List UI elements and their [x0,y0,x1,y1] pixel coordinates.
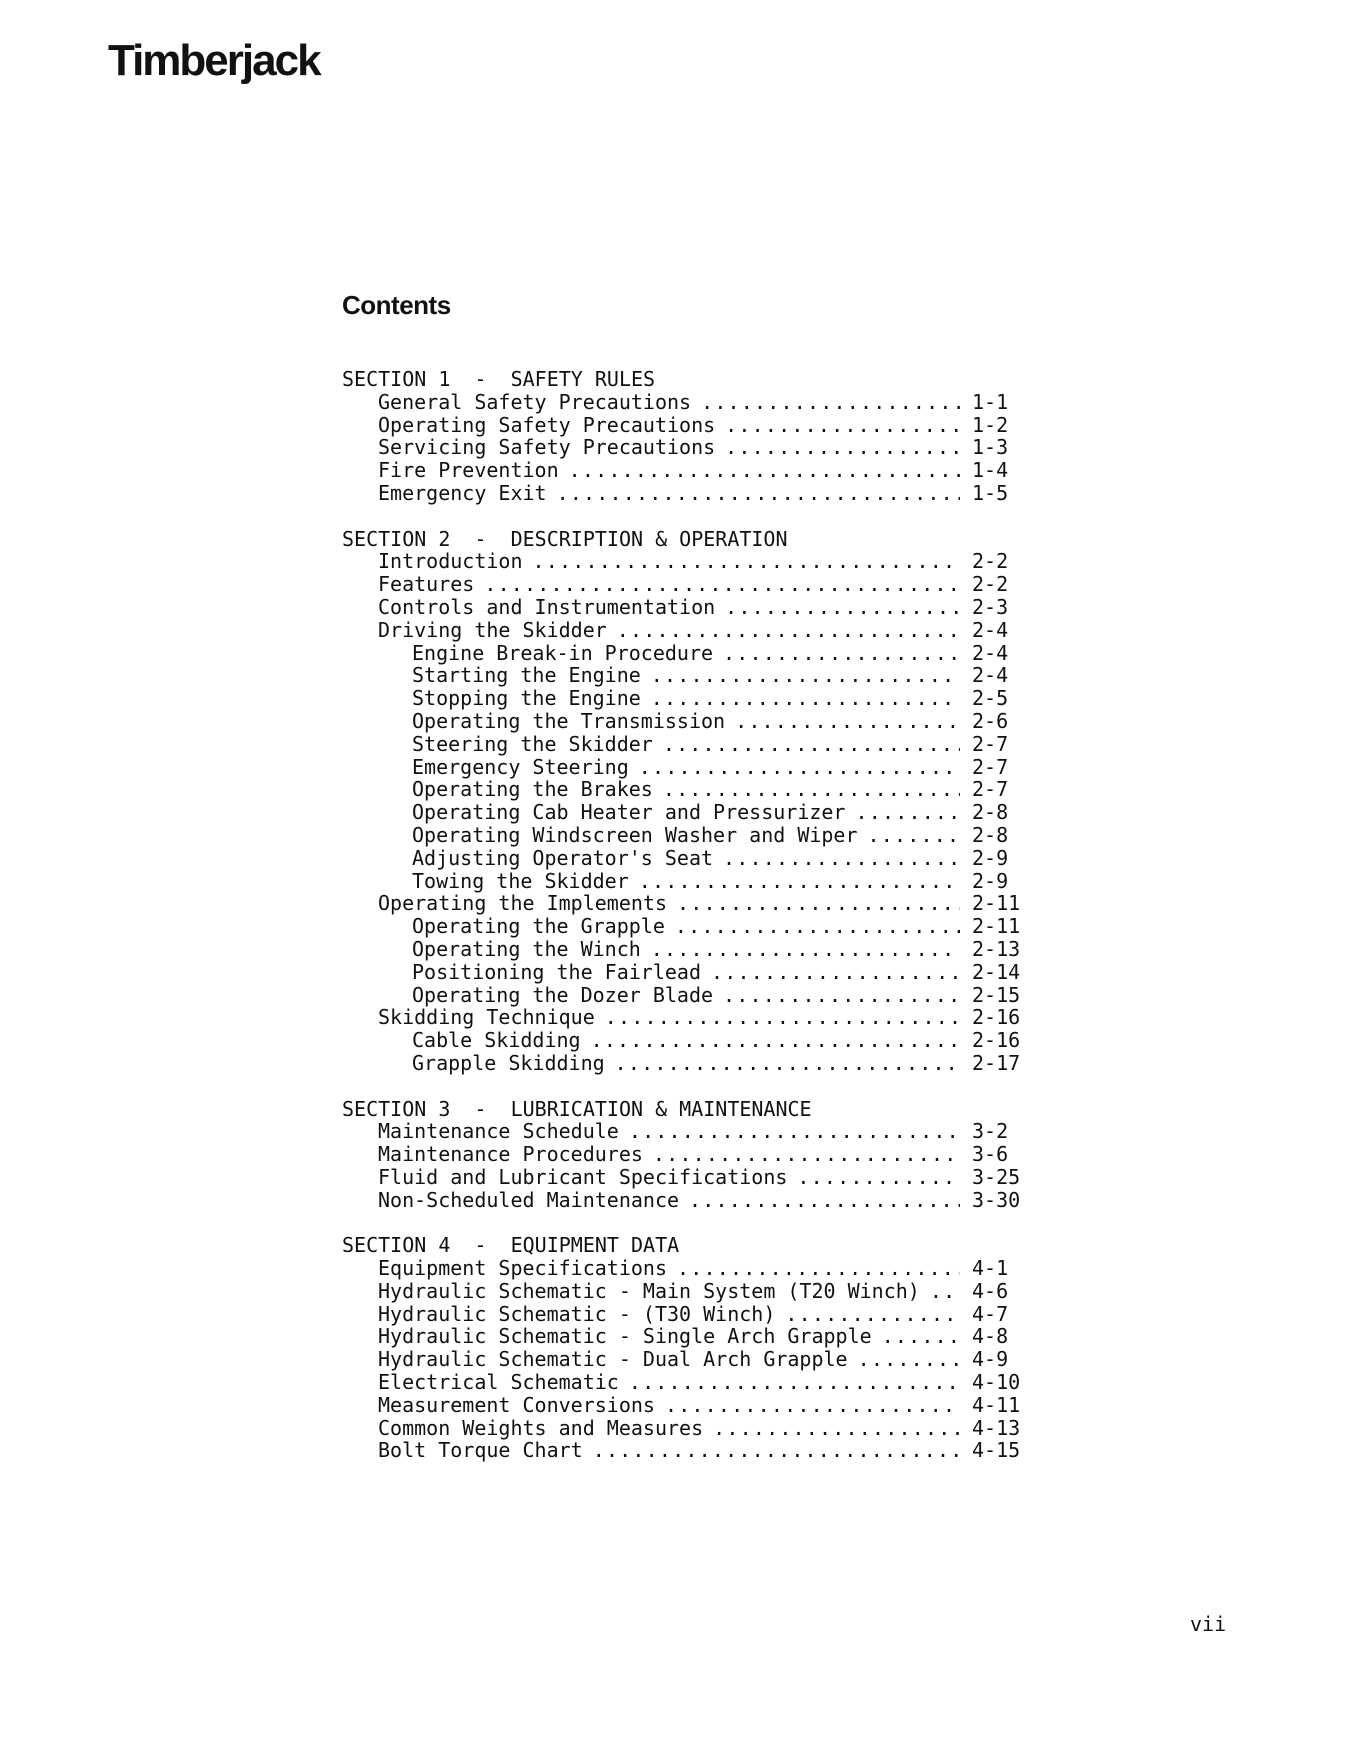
dot-leader [651,687,960,710]
section-heading: SECTION 2 - DESCRIPTION & OPERATION [342,526,788,551]
toc-entry-page: 2-8 [972,822,1009,847]
toc-entry-title: Operating Safety Precautions [378,412,716,437]
toc-entry-page: 2-15 [972,982,1021,1007]
toc-entry-title: Steering the Skidder [412,731,653,756]
brand-logo-text: Timberjack [108,36,320,85]
toc-entry-title: Features [378,572,475,597]
dot-leader [651,938,960,961]
toc-entry-title: Operating the Brakes [412,777,653,802]
toc-entry-title: Hydraulic Schematic - Dual Arch Grapple [378,1347,848,1372]
toc-entry-page: 2-3 [972,594,1009,619]
toc-entry-title: Electrical Schematic [378,1370,619,1395]
dot-leader [868,824,960,847]
toc-entry-page: 4-6 [972,1278,1009,1303]
section-heading: SECTION 1 - SAFETY RULES [342,367,656,391]
toc-entry-title: Driving the Skidder [378,617,607,642]
toc-section [342,1098,1032,1212]
dot-leader [677,892,960,915]
section-heading: SECTION 3 - LUBRICATION & MAINTENANCE [342,1096,812,1121]
dot-leader [855,801,960,824]
toc-entry-page: 2-11 [972,914,1021,939]
dot-leader [605,1006,960,1029]
toc-entry-title: Controls and Instrumentation [378,594,716,619]
toc-entry-title: Operating the Implements [378,891,667,916]
toc-entry-page: 2-7 [972,754,1009,779]
toc-entry-title: Hydraulic Schematic - Single Arch Grapple [378,1324,872,1349]
dot-leader [735,710,960,733]
dot-leader [701,391,960,414]
toc-entry-page: 2-17 [972,1050,1021,1075]
toc-entry-title: Emergency Steering [412,754,629,779]
section-heading: SECTION 4 - EQUIPMENT DATA [342,1233,680,1258]
toc-entry-title: Skidding Technique [378,1005,595,1030]
dot-leader [725,414,960,437]
dot-leader [629,1120,960,1143]
toc-entry-page: 2-7 [972,731,1009,756]
toc-entry-page: 2-4 [972,663,1009,688]
toc-entry-page: 1-2 [972,412,1009,437]
toc-entry-page: 3-2 [972,1119,1009,1144]
toc-entry-page: 2-13 [972,936,1021,961]
toc-entry [342,870,1032,893]
toc-entry-page: 4-15 [972,1438,1021,1463]
toc-entry-title: Adjusting Operator's Seat [412,845,714,870]
dot-leader [665,1394,960,1417]
toc-entry-page: 2-9 [972,845,1009,870]
toc-entry-title: Positioning the Fairlead [412,959,701,984]
toc-entry-title: Operating the Transmission [412,708,726,733]
table-of-contents [342,368,1032,1485]
toc-entry-page: 3-30 [972,1187,1021,1212]
toc-entry [342,391,1032,414]
toc-section [342,368,1032,505]
toc-entry [342,801,1032,824]
toc-entry-title: Maintenance Procedures [378,1142,643,1167]
toc-entry [342,482,1032,505]
dot-leader [858,1348,960,1371]
toc-entry-page: 2-7 [972,777,1009,802]
dot-leader [651,664,960,687]
toc-entry [342,1439,1032,1462]
toc-entry [342,1029,1032,1052]
toc-section [342,528,1032,1075]
toc-entry-page: 2-2 [972,549,1009,574]
toc-entry [342,1166,1032,1189]
dot-leader [675,915,960,938]
dot-leader [615,1052,960,1075]
dot-leader [725,436,960,459]
toc-entry-title: Fire Prevention [378,458,559,483]
toc-entry-title: Towing the Skidder [412,868,629,893]
dot-leader [653,1143,960,1166]
toc-entry-title: Maintenance Schedule [378,1119,619,1144]
toc-entry-page: 4-10 [972,1370,1021,1395]
toc-entry-page: 2-9 [972,868,1009,893]
toc-entry [342,778,1032,801]
toc-entry-page: 4-11 [972,1392,1021,1417]
toc-entry-page: 2-6 [972,708,1009,733]
toc-entry-title: Operating the Winch [412,936,641,961]
toc-entry [342,1006,1032,1029]
contents-heading: Contents [342,290,451,320]
toc-entry-title: Emergency Exit [378,480,547,505]
toc-entry-title: Operating the Grapple [412,914,665,939]
toc-entry [342,1303,1032,1326]
toc-entry [342,642,1032,665]
toc-entry [342,550,1032,573]
toc-entry [342,1189,1032,1212]
toc-entry-title: Engine Break-in Procedure [412,640,714,665]
toc-entry-page: 4-1 [972,1256,1009,1281]
toc-entry-title: Cable Skidding [412,1028,581,1053]
toc-entry-page: 4-8 [972,1324,1009,1349]
toc-entry [342,1257,1032,1280]
toc-entry [342,984,1032,1007]
dot-leader [723,642,960,665]
toc-entry-page: 2-8 [972,800,1009,825]
toc-entry [342,459,1032,482]
toc-entry-page: 4-7 [972,1301,1009,1326]
toc-entry [342,938,1032,961]
toc-entry [342,756,1032,779]
toc-entry-title: Measurement Conversions [378,1392,655,1417]
toc-entry-title: Servicing Safety Precautions [378,435,716,460]
toc-entry-page: 2-14 [972,959,1021,984]
toc-entry [342,687,1032,710]
toc-entry-title: Stopping the Engine [412,686,641,711]
toc-entry [342,619,1032,642]
dot-leader [593,1439,960,1462]
toc-entry [342,1325,1032,1348]
toc-entry [342,596,1032,619]
dot-leader [711,961,960,984]
toc-entry [342,847,1032,870]
toc-entry [342,892,1032,915]
dot-leader [930,1280,960,1303]
toc-entry-title: Introduction [378,549,523,574]
dot-leader [639,756,960,779]
dot-leader [569,459,960,482]
dot-leader [785,1303,960,1326]
toc-entry-page: 2-16 [972,1028,1021,1053]
toc-entry-page: 2-11 [972,891,1021,916]
toc-entry [342,664,1032,687]
toc-entry-title: Grapple Skidding [412,1050,605,1075]
toc-entry-page: 3-6 [972,1142,1009,1167]
toc-entry [342,1371,1032,1394]
toc-entry-page: 2-4 [972,640,1009,665]
toc-entry-title: Common Weights and Measures [378,1415,704,1440]
toc-entry [342,915,1032,938]
dot-leader [689,1189,960,1212]
toc-entry-page: 4-13 [972,1415,1021,1440]
toc-entry-page: 3-25 [972,1164,1021,1189]
dot-leader [639,870,960,893]
dot-leader [484,573,960,596]
toc-entry-title: Operating Cab Heater and Pressurizer [412,800,846,825]
dot-leader [723,847,960,870]
toc-entry-page: 1-1 [972,389,1009,414]
dot-leader [723,984,960,1007]
toc-entry [342,1143,1032,1166]
toc-entry-title: Equipment Specifications [378,1256,667,1281]
dot-leader [882,1325,960,1348]
dot-leader [663,733,960,756]
toc-entry-page: 2-4 [972,617,1009,642]
dot-leader [557,482,960,505]
toc-entry [342,710,1032,733]
toc-entry-title: Operating Windscreen Washer and Wiper [412,822,858,847]
toc-entry-title: Fluid and Lubricant Specifications [378,1164,788,1189]
toc-entry-page: 2-2 [972,572,1009,597]
dot-leader [663,778,960,801]
toc-entry-page: 1-3 [972,435,1009,460]
toc-entry-title: Non-Scheduled Maintenance [378,1187,680,1212]
dot-leader [629,1371,960,1394]
dot-leader [797,1166,960,1189]
toc-entry-page: 2-16 [972,1005,1021,1030]
toc-entry-page: 1-5 [972,480,1009,505]
toc-entry [342,414,1032,437]
toc-entry-title: Hydraulic Schematic - Main System (T20 Winch) [378,1278,920,1303]
toc-entry [342,961,1032,984]
toc-entry [342,436,1032,459]
toc-entry-title: Operating the Dozer Blade [412,982,714,1007]
toc-entry-page: 2-5 [972,686,1009,711]
dot-leader [533,550,961,573]
toc-entry [342,733,1032,756]
toc-entry-title: Hydraulic Schematic - (T30 Winch) [378,1301,776,1326]
dot-leader [617,619,960,642]
toc-entry [342,824,1032,847]
dot-leader [713,1417,960,1440]
dot-leader [677,1257,960,1280]
toc-entry [342,1052,1032,1075]
dot-leader [725,596,960,619]
dot-leader [591,1029,960,1052]
toc-entry [342,1120,1032,1143]
toc-entry-page: 4-9 [972,1347,1009,1372]
toc-entry [342,573,1032,596]
toc-entry [342,1394,1032,1417]
toc-entry-title: General Safety Precautions [378,389,692,414]
toc-section [342,1234,1032,1462]
page-number: vii [1190,1612,1227,1636]
toc-entry-title: Bolt Torque Chart [378,1438,583,1463]
toc-entry [342,1348,1032,1371]
toc-entry-page: 1-4 [972,458,1009,483]
toc-entry [342,1417,1032,1440]
toc-entry-title: Starting the Engine [412,663,641,688]
toc-entry [342,1280,1032,1303]
